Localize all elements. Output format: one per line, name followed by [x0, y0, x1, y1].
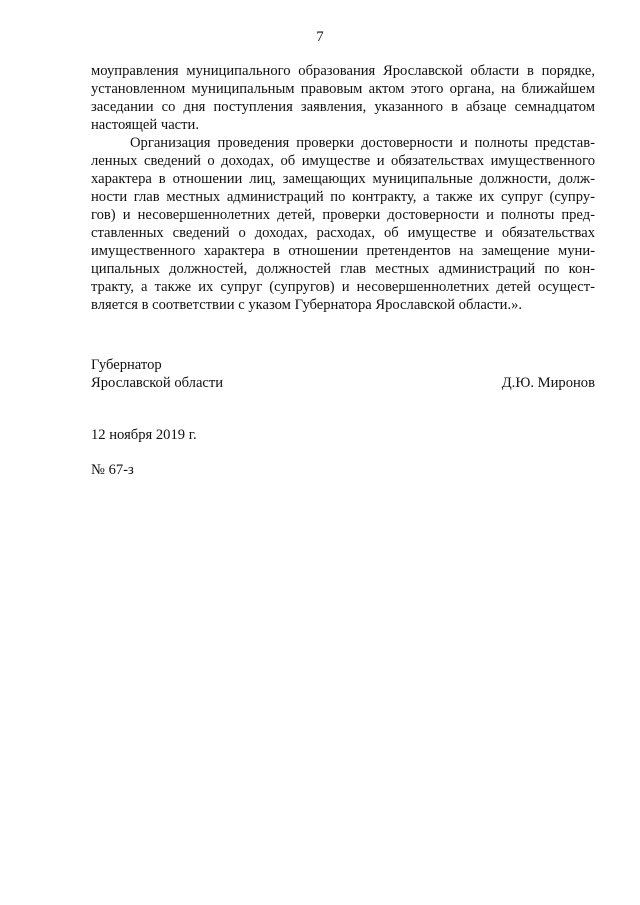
- text-line: гов) и несовершеннолетних детей, проверки достоверности и полноты пред-: [91, 207, 595, 223]
- law-number: № 67-з: [91, 462, 134, 478]
- text-line: ставленных сведений о доходах, расходах, об имуществе и обязательствах: [91, 225, 595, 241]
- text-line: установленном муниципальным правовым актом этого органа, на ближайшем: [91, 81, 595, 97]
- text-line: Организация проведения проверки достоверности и полноты представ-: [130, 135, 595, 151]
- text-line: настоящей части.: [91, 117, 199, 133]
- text-line: вляется в соответствии с указом Губернатора Ярославской области.».: [91, 297, 523, 313]
- page-number: 7: [316, 29, 324, 45]
- signatory-title: Губернатор: [91, 357, 162, 373]
- text-line: ленных сведений о доходах, об имуществе и обязательствах имущественного: [91, 153, 595, 169]
- document-date: 12 ноября 2019 г.: [91, 427, 197, 443]
- text-line: заседании со дня поступления заявления, указанного в абзаце семнадцатом: [91, 99, 595, 115]
- text-line: ности глав местных администраций по контракту, а также их супруг (супру-: [91, 189, 595, 205]
- text-line: моуправления муниципального образования Ярославской области в порядке,: [91, 63, 595, 79]
- text-line: ципальных должностей, должностей глав местных администраций по кон-: [91, 261, 595, 277]
- signatory-region: Ярославской области: [91, 375, 224, 391]
- text-line: характера в отношении лиц, замещающих муниципальные должности, долж-: [91, 171, 595, 187]
- signatory-name: Д.Ю. Миронов: [501, 375, 595, 391]
- text-line: имущественного характера в отношении претендентов на замещение муни-: [91, 243, 595, 259]
- text-line: тракту, а также их супруг (супругов) и несовершеннолетних детей осущест-: [91, 279, 595, 295]
